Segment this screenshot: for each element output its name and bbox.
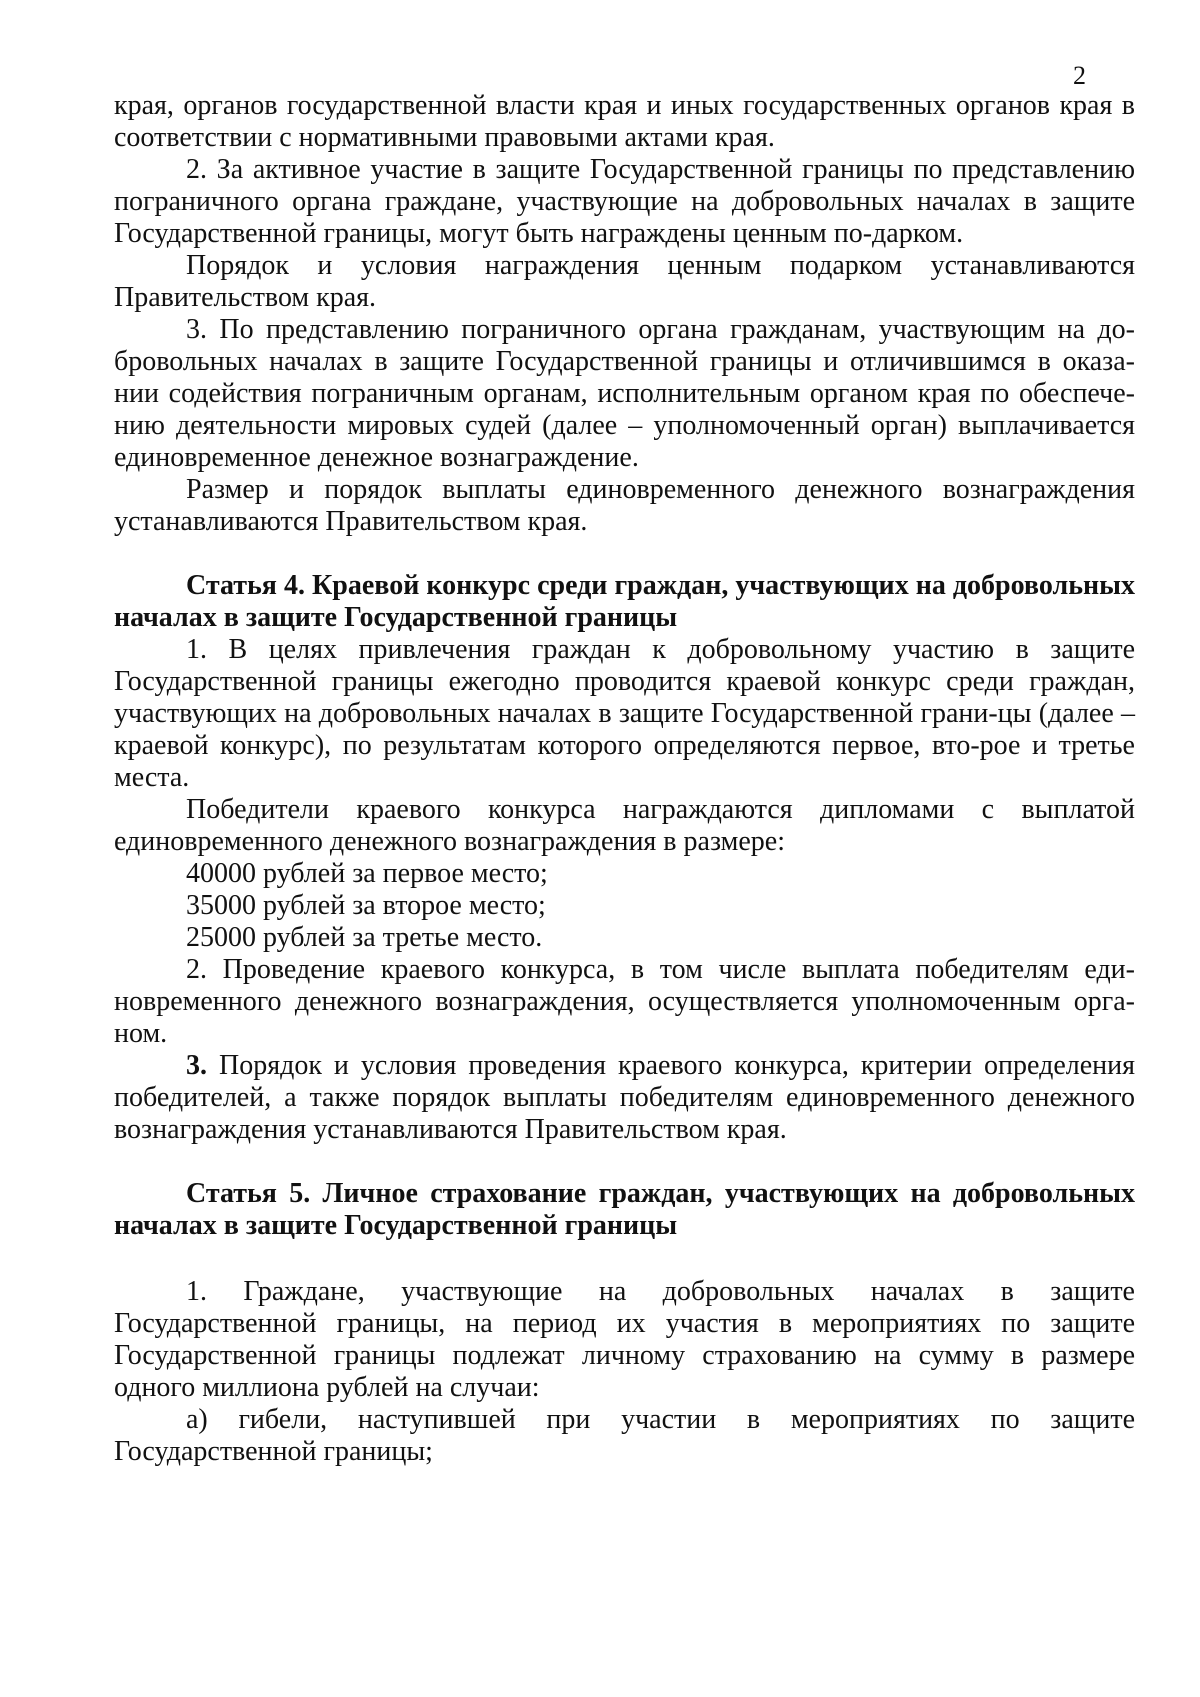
article-4-winners: Победители краевого конкурса награждаются дипломами с выплатой единовременного денежного вознаграждения в размере: xyxy=(114,794,1135,857)
prize-first-place: 40000 рублей за первое место; xyxy=(186,858,548,889)
article-4-paragraph-3-text: Порядок и условия проведения краевого конкурса, критерии определения победителей, а также порядок выплаты победителям единовременного денежного вознаграждения устанавливаются Правительством края. xyxy=(114,1050,1135,1145)
paragraph-payment-size: Размер и порядок выплаты единовременного денежного вознаграждения устанавливаются Правительством края. xyxy=(114,474,1135,537)
article-4-heading: Статья 4. Краевой конкурс среди граждан, участвующих на добровольных началах в защите Государственной границы xyxy=(114,570,1135,633)
paragraph-number: 3. xyxy=(186,1050,207,1081)
article-5-item-a: а) гибели, наступившей при участии в мероприятиях по защите Государственной границы; xyxy=(114,1404,1135,1467)
article-4-paragraph-2: 2. Проведение краевого конкурса, в том числе выплата победителям еди-новременного денежного вознаграждения, осуществляется уполномоченным орга-ном. xyxy=(114,954,1135,1049)
article-4-paragraph-3 xyxy=(114,1050,1135,1146)
page-number: 2 xyxy=(1073,61,1086,90)
paragraph-continuation: края, органов государственной власти края и иных государственных органов края в соответствии с нормативными правовыми актами края. xyxy=(114,90,1135,153)
document-body xyxy=(114,90,1135,1468)
paragraph-2-award: 2. За активное участие в защите Государственной границы по представлению пограничного органа граждане, участвующие на добровольных началах в защите Государственной границы, могут быть награждены ценным по-дарком. xyxy=(114,154,1135,249)
article-5-heading: Статья 5. Личное страхование граждан, участвующих на добровольных началах в защите Государственной границы xyxy=(114,1178,1135,1241)
article-4-paragraph-1: 1. В целях привлечения граждан к добровольному участию в защите Государственной границы ежегодно проводится краевой конкурс среди граждан, участвующих на добровольных началах в защите Государственной грани-цы (далее – краевой конкурс), по результатам которого определяются первое, вто-рое и третье места. xyxy=(114,634,1135,793)
prize-second-place: 35000 рублей за второе место; xyxy=(186,890,546,921)
paragraph-3-payment: 3. По представлению пограничного органа гражданам, участвующим на до-бровольных началах в защите Государственной границы и отличившимся в оказа-нии содействия пограничным органам, исполнительным органом края по обеспече-нию деятельности мировых судей (далее – уполномоченный орган) выплачивается единовременное денежное вознаграждение. xyxy=(114,314,1135,473)
paragraph-award-procedure: Порядок и условия награждения ценным подарком устанавливаются Правительством края. xyxy=(114,250,1135,313)
article-5-paragraph-1: 1. Граждане, участвующие на добровольных началах в защите Государственной границы, на период их участия в мероприятиях по защите Государственной границы подлежат личному страхованию на сумму в размере одного миллиона рублей на случаи: xyxy=(114,1276,1135,1403)
prize-third-place: 25000 рублей за третье место. xyxy=(186,922,543,953)
